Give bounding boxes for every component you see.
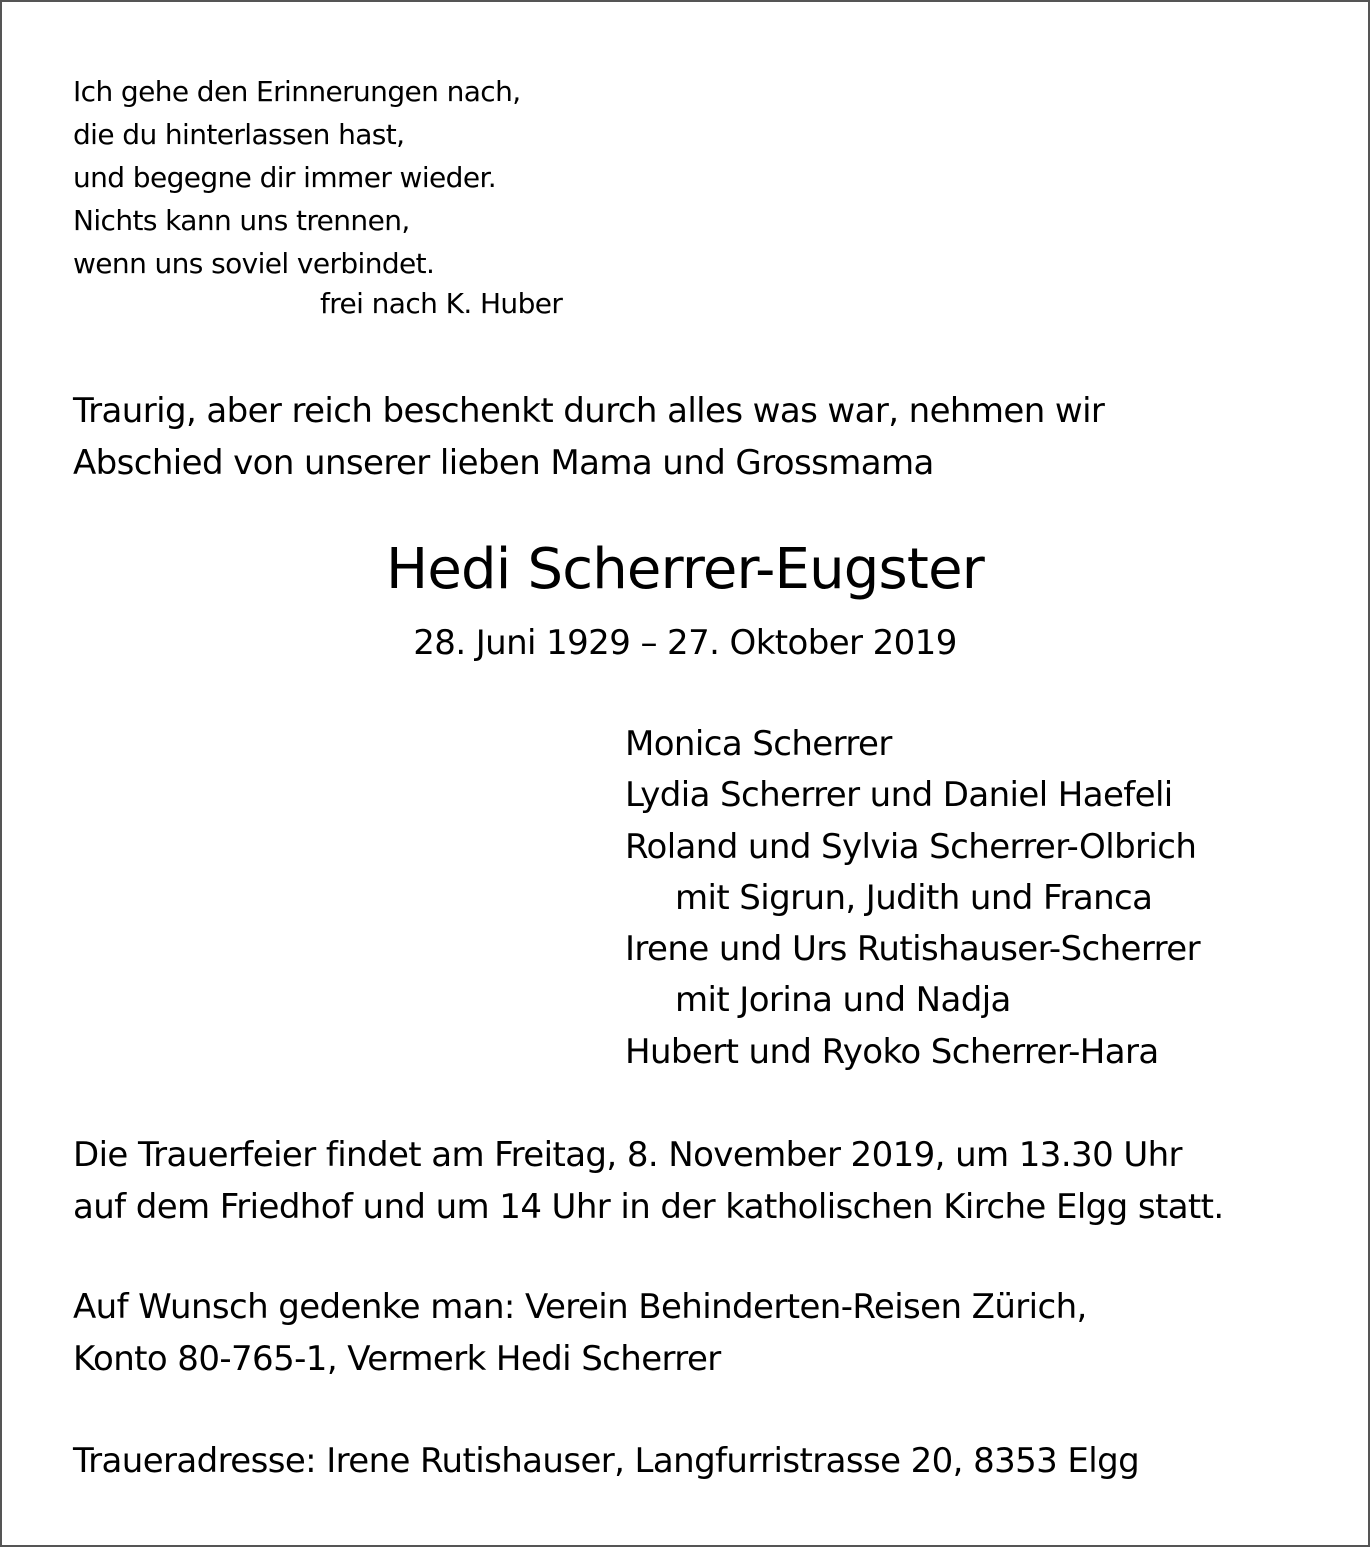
- donation-info: [73, 1281, 1087, 1385]
- mourner-line: mit Sigrun, Judith und Franca: [675, 877, 1153, 918]
- address-line: Traueradresse: Irene Rutishauser, Langfurristrasse 20, 8353 Elgg: [73, 1441, 1140, 1481]
- life-dates: 28. Juni 1929 – 27. Oktober 2019: [413, 623, 957, 663]
- mourning-address: [73, 1435, 1139, 1487]
- ceremony-line: Die Trauerfeier findet am Freitag, 8. November 2019, um 13.30 Uhr: [73, 1135, 1182, 1175]
- mourner-line: mit Jorina und Nadja: [675, 980, 1011, 1021]
- poem-line: Ich gehe den Erinnerungen nach,: [73, 75, 521, 108]
- donation-line: Auf Wunsch gedenke man: Verein Behinderten-Reisen Zürich,: [73, 1287, 1087, 1327]
- mourner-line: Hubert und Ryoko Scherrer-Hara: [625, 1031, 1159, 1072]
- ceremony-info: [73, 1129, 1224, 1233]
- mourner-line: Roland und Sylvia Scherrer-Olbrich: [625, 826, 1197, 867]
- mourner-line: Lydia Scherrer und Daniel Haefeli: [625, 775, 1173, 816]
- poem-line: die du hinterlassen hast,: [73, 118, 405, 151]
- deceased-name: Hedi Scherrer-Eugster: [386, 537, 984, 602]
- poem-line: Nichts kann uns trennen,: [73, 204, 410, 237]
- intro-line: Traurig, aber reich beschenkt durch alles was war, nehmen wir: [73, 391, 1105, 431]
- intro-text: [73, 385, 1104, 489]
- ceremony-line: auf dem Friedhof und um 14 Uhr in der katholischen Kirche Elgg statt.: [73, 1187, 1224, 1227]
- mourner-line: Monica Scherrer: [625, 724, 892, 764]
- intro-line: Abschied von unserer lieben Mama und Grossmama: [73, 443, 934, 483]
- poem-attribution: frei nach K. Huber: [320, 287, 563, 320]
- poem-line: wenn uns soviel verbindet.: [73, 247, 435, 280]
- mourners-list: [625, 719, 1200, 1078]
- poem: [73, 70, 521, 285]
- poem-line: und begegne dir immer wieder.: [73, 161, 497, 194]
- mourner-line: Irene und Urs Rutishauser-Scherrer: [625, 929, 1200, 970]
- donation-line: Konto 80-765-1, Vermerk Hedi Scherrer: [73, 1339, 721, 1379]
